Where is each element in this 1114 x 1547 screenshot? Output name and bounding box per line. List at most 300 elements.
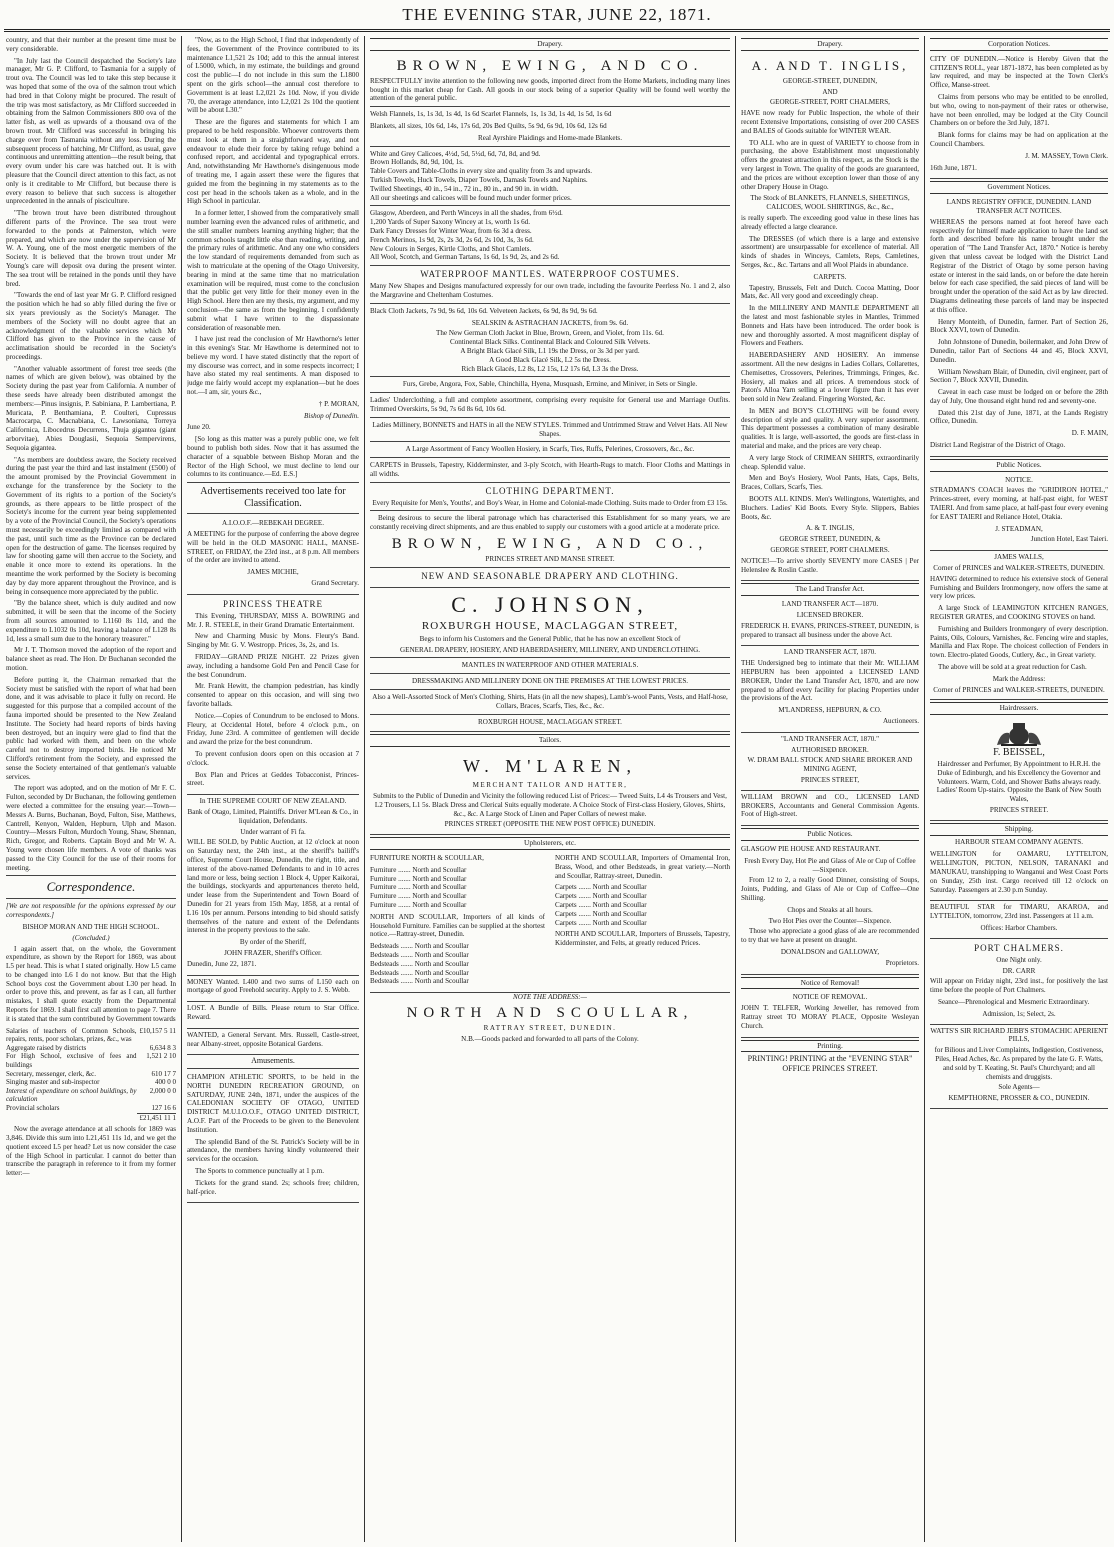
ad-north-scoullar [370,852,730,993]
ad-line: Twilled Sheetings, 40 in., 54 in., 72 in., 80 in., and 90 in. in width. [370,184,559,193]
ad-body: A very large Stock of CRIMEAN SHIRTS, extraordinarily cheap. Splendid value. [741,453,919,471]
ad-body: New and Charming Music by Mons. Fleury's Band. Singing by Mr. G. V. Westropp. Prices, 3s, 2s, and 1s. [187,632,359,650]
ad-subtitle: LICENSED BROKER. [796,611,864,620]
ad-title: NOTICE. [1005,475,1033,484]
ad-body: The DRESSES (of which there is a large and extensive assortment) are unsurpassable for excellence of material. All kinds of shades in Winceys, Camlets, Reps, Camletines, Serges, &c., &c. Tartans and all Wool Plaids in abundance. [741,234,919,269]
ad-line: Rich Black Glacés, L2 8s, L2 15s, L2 17s 6d, L3 3s the Dress. [461,364,639,373]
ad-city-roll [930,53,1108,180]
table-row [6,1087,176,1104]
ad-subheading: SEALSKIN & ASTRACHAN JACKETS, from 9s. 6d. [471,318,629,327]
ad-jebb-pills [930,1025,1108,1109]
section-heading-drapery: Drapery. [741,38,919,51]
ad-body: Furnishing and Builders Ironmongery of every description. Paints, Oils, Colours, Varnishes, &c. Fencing wire and staples, Manilla and Flax Rope. The choicest collection of Fenders in town. Electro-plated Goods, Cutlery, &c., in Great variety. [930,624,1108,660]
letter-paragraph: "Now, as to the High School, I find that independently of fees, the Government of the Province contributed to its maintenance L1,521 2s 10d; add to this the annual interest of L5000, which, in my estimate, the buildings and ground cost the public—I do not include in this sum the L1800 spent on the girls school—the annual cost therefore to Government is at least L2,021 2s 10d. Now, if you divide 70, the average attendance, into L2,021 2s 10d the quotient will be about L30." [187,36,359,115]
article-paragraph: The report was adopted, and on the motion of Mr F. C. Fulton, seconded by Dr Buchanan, the following gentlemen were elected a committee for the ensuing year:—Town—Messrs A. Burns, Buchanan, Boyd, Fulton, Sise, Matthews, Cantrell, Kenyon, Walden, Hepburn, Ulph and Mason. Country—Messrs Fulton, Murdoch Young, Shaw, Shennan, Rich, Gregor, and Roberts. Captain Boyd and Mr W. A. Young were chosen life members. A vote of thanks was passed to the City Council for the use of their rooms for meeting. [6,784,176,872]
section-heading-printing: Printing. [741,1040,919,1053]
ad-port-chalmers [930,939,1108,1025]
ad-body: Fresh Every Day, Hot Pie and Glass of Ale or Cup of Coffee—Sixpence. [744,856,916,874]
ad-body: A large Stock of LEAMINGTON KITCHEN RANGES, REGISTER GRATES, and COOKING STOVES on hand. [930,604,1108,622]
ad-body: Ladies Millinery, BONNETS and HATS in all the NEW STYLES. Trimmed and Untrimmed Straw and Velvet Hats. All New Shapes. [372,420,728,438]
ad-body: CHAMPION ATHLETIC SPORTS, to be held in the NORTH DUNEDIN RECREATION GROUND, on SATURDAY, JUNE 24th, 1871, under the auspices of the CALEDONIAN SOCIETY OF OTAGO, UNITED DISTRICT M.U.I.O.O.F., OTAGO UNITED DISTRICT, A.O.F. Part of the Proceeds to be given to the Benevolent Institution. [187,1073,359,1134]
ad-title: In THE SUPREME COURT OF NEW ZEALAND. [199,797,347,806]
ad-body: FRIDAY—GRAND PRIZE NIGHT. 22 Prizes given away, including a handsome Gold Pen and Pencil Case for the best Conundrum. [187,653,359,679]
ad-signature: A. & T. INGLIS, [805,524,855,533]
ad-wellington [930,848,1108,901]
ad-body: Under warrant of Fi fa. [240,827,306,836]
article-paragraph: Mr J. T. Thomson moved the adoption of the report and balance sheet as read. The Hon. Dr Buchanan seconded the motion. [6,646,176,672]
ad-beautiful-star [930,901,1108,938]
article-paragraph: "As members are doubtless aware, the Society received during the past year the third and last instalment (£500) of the amount promised by the Provincial Government in exchange for the transference by the Society to the Government of its rights to a portion of the Society's grounds, as there appears to be little prospect of the Society's income for the current year being supplemented by a vote of the Provincial Council, the Society's operations must necessarily be exceedingly limited as compared with the past, until such time as the Province can be declared open for the destruction of game. The licenses required by law for shooting game will then accrue to the Society, and enable it once more to extend its operations. In the meantime the work performed by the Society is becoming day by day more apparent throughout the Province, and is being in consequence more appreciated by the public. [6,455,176,596]
ad-mlaren [370,749,730,835]
ad-date: 16th June, 1871. [930,163,977,172]
ad-body: Mr. Frank Hewitt, the champion pedestrian, has kindly consented to appear on this occasion, and will sing two favorite ballads. [187,682,359,708]
list-item: Bedsteads ....... North and Scoullar [370,959,469,968]
ad-body: HABERDASHERY AND HOSIERY. An immense assortment. All the new designs in Ladies Collars, Collarettes, Chemisettes, Crossovers, Pelerines, Trimmings, Fringes, &c. Hosiery, all makes and all prices. A tremendous stock of Paton's Alloa Yarn selling at a lower figure than it has ever been sold in New Zealand. Fingering Worsted, &c. [741,351,919,404]
ad-title: HARBOUR STEAM COMPANY AGENTS. [955,837,1083,846]
ad-line: Turkish Towels, Huck Towels, Diaper Towels, Damask Towels and Naphins. [370,175,588,184]
ad-body: Submits to the Public of Dunedin and Vicinity the following reduced List of Prices:— Tweed Suits, L4 4s Trousers and Vest, L2 Trousers, L1 5s. Black Dress and Clerical Suits equally moderate. A Choice Stock of First-class Hosiery, Gloves, Shirts, &c., &c. A Large Stock of Linen and Paper Collars of newest make. [373,792,727,818]
newspaper-title: THE EVENING STAR, JUNE 22, 1871. [402,5,712,24]
table-cell: Interest of expenditure on school buildings, by calculation [6,1086,137,1104]
section-heading-amusements: Amusements. [187,1055,359,1069]
column-1 [6,36,176,1542]
ad-half-right [555,854,730,989]
expenditure-table [6,1027,176,1123]
list-item: Furniture ....... North and Scoullar [370,874,467,883]
ad-line: Welsh Flannels, 1s, 1s 3d, 1s 4d, 1s 6d Scarlet Flannels, 1s, 1s 3d, 1s 4d, 1s 5d, 1s 6d [370,110,612,119]
ad-address: Corner of PRINCES and WALKER-STREETS, DUNEDIN. [933,685,1105,694]
ad-body: LOST. A Bundle of Bills. Please return to Star Office. Reward. [187,1004,359,1021]
section-heading-tailors: Tailors. [370,734,730,747]
ad-body: Dated this 21st day of June, 1871, at the Lands Registry Office, Dunedin. [930,408,1108,426]
article-paragraph: "By the balance sheet, which is duly audited and now submitted, it will be seen that the income of the Society from all sources amounted to L1160 8s 11d, and the expenditure to L1032 0s 10d, leaving a balance of L128 8s 1d, less a small sum due to the honorary treasurer." [6,599,176,643]
ad-line: The New German Cloth Jacket in Blue, Brown, Green, and Violet, from 11s. 6d. [436,329,664,338]
ad-title: "LAND TRANSFER ACT, 1870." [781,734,879,743]
ad-body: Henry Monteith, of Dunedin, farmer. Part of Section 26, Block XXVI, town of Dunedin. [930,317,1108,335]
ad-line: White and Grey Calicoes, 4½d, 5d, 5½d, 6d, 7d, 8d, and 9d. [370,149,541,158]
ad-tagline: NEW AND SEASONABLE DRAPERY AND CLOTHING. [421,570,679,581]
divider [6,875,176,876]
column-rule [735,36,736,1542]
table-cell [6,1113,137,1122]
ad-body: Blank forms for claims may be had on application at the Council Chambers. [930,131,1108,148]
table-cell: Singing master and sub-inspector [6,1078,100,1087]
ad-line: All Wool, Scotch, and German Tartans, 1s 6d, 1s 9d, 2s, and 2s 6d. [370,253,560,262]
ad-line: A Good Black Glacé Silk, L2 5s the Dress. [489,355,611,364]
section-heading-drapery: Drapery. [370,38,730,51]
letter-paragraph: I have just read the conclusion of Mr Hawthorne's letter in this evening's Star. Mr Hawthorne is determined not to believe my word. I have stated distinctly that the report of my discourse was correct, and in some respects incorrect; I have also stated my real sentiments. A man disposed to judge me fairly would accept my explanation—but he does not.—I am, sir, yours &c., [187,335,359,397]
ad-body: Caveat in each case must be lodged on or before the 28th day of July, One thousand eight hund red and seventy-one. [930,388,1108,405]
ad-title: NORTH AND SCOULLAR, [406,1004,694,1021]
divider [370,392,730,393]
list-item: Bedsteads ....... North and Scoullar [370,942,469,951]
divider [370,265,730,266]
ad-title: JAMES WALLS, [994,553,1044,562]
masthead-rule [4,29,1110,32]
article-paragraph: "In July last the Council despatched the Society's late manager, Mr G. P. Clifford, to Tasmania for a supply of trout ova. The Council was led to take this step because it was hoped that some of the ova of the salmon trout which had bred in that Colony might be procured. The result of the trip was most satisfactory, as Mr Clifford succeeded in obtaining from the Salmon Commissioners 800 ova of the latter fish, as well as upwards of a thousand ova of the brown trout. Mr Clifford was successful in bringing his charge over from Tasmania without any loss. During the subsequent process of hatching, Mr Clifford, as usual, gave continuous and unremitting attention—the result being, that every ovum under his care was hatched out. It is with pleasure that the Council direct attention to this fact, as not only is it creditable to Mr Clifford, but because there is every reason to believe that such success is altogether unprecedented in the annals of pisciculture. [6,56,176,206]
section-heading-shipping: Shipping. [930,823,1108,836]
ad-body: Being desirous to secure the liberal patronage which has characterised this Establishment for so many years, we are constantly receiving direct shipments, and are thus enabled to supply our customers with a good article at a moderate price. [370,514,730,532]
list-item: Carpets ....... North and Scoullar [555,892,647,901]
ad-james-walls [930,551,1108,700]
ad-body: WELLINGTON for OAMARU, LYTTELTON, WELLINGTON, PICTON, NELSON, TARANAKI and MANUKAU, transhipping to Wanganui and West Coast Ports on Sunday, 25th inst. Cargo received till 12 o'clock on Saturday. Passengers at 2.30 p.m Sunday. [930,850,1108,894]
ad-body: NORTH AND SCOULLAR, Importers of Ornamental Iron, Brass, Wood, and other Bedsteads, in great variety.—North and Scoullar, Rattray-street, Dunedin. [555,854,730,880]
ad-title: LAND TRANSFER ACT—1870. [781,600,879,609]
ad-body: Begs to inform his Customers and the General Public, that he has now an excellent Stock of [419,634,681,643]
column-4 [741,36,919,1542]
ad-signature: JOHN FRAZER, Sheriff's Officer. [224,948,322,957]
ad-body: Box Plan and Prices at Geddes Tobacconist, Princes-street. [187,770,359,788]
ad-half-left [370,854,545,989]
ad-line: New Colours in Serges, Kirtle Cloths, and Shot Camlets. [370,244,532,253]
ad-body: Tapestry, Brussels, Felt and Dutch. Cocoa Matting, Door Mats, &c. All very good and exceedingly cheap. [741,283,919,301]
ad-body: FURNITURE NORTH & SCOULLAR, [370,854,484,863]
ad-william-brown [741,791,919,826]
ad-lands-registry [930,196,1108,457]
divider [370,417,730,418]
table-row [6,1113,176,1122]
ad-body: By order of the Sheriff, [239,938,307,947]
ad-address: ROXBURGH HOUSE, MACLAGGAN STREET. [478,717,622,726]
ad-body: RESPECTFULLY invite attention to the following new goods, imported direct from the Home Markets, including many lines bought in this market cheap for Cash. All goods in our stock being of a superior Quality will be found well worthy the attention of the general public. [370,76,730,103]
ad-wanted-servant [187,1029,359,1056]
ad-body: HAVE now ready for Public Inspection, the whole of their recent Extensive Importations, consisting of over 200 CASES and BALES of Goods suitable for WINTER WEAR. [741,109,919,135]
ad-subtitle: AUTHORISED BROKER. [791,745,869,754]
ad-body: The above will be sold at a great reduction for Cash. [938,663,1087,672]
ad-subheading: CLOTHING DEPARTMENT. [485,485,615,496]
ad-address: PRINCES STREET AND MANSE STREET. [485,555,615,564]
ad-signature: M'LANDRESS, HEPBURN, & CO. [778,706,882,715]
letter-signature: † P. MORAN, [318,399,359,408]
ad-body: The Sports to commence punctually at 1 p.m. [195,1167,325,1176]
ad-line: Continental Black Silks. Continental Black and Coloured Silk Velvets. [449,338,651,347]
ad-body: Admission, 1s; Select, 2s. [982,1009,1056,1018]
ad-body: Those who appreciate a good glass of ale are recommended to try that we have at present on draught. [741,927,919,945]
article-paragraph: country, and that their number at the present time must be very considerable. [6,36,176,53]
ad-body: STRADMAN'S COACH leaves the "GRIDIRON HOTEL," Princes-street, every morning, at half-past eight, for WEST TAIERI. And from same place, at half-past four every evening for EAST TAIERI and Reliance Hotel, Otakia. [930,486,1108,521]
ad-body: MONEY Wanted. L400 and two sums of L150 each on mortgage of good Freehold security. Apply to J. S. Webb. [187,977,359,995]
ad-signature-role: Proprietors. [885,958,919,967]
ad-body: This Evening, THURSDAY, MISS A. BOWRING and Mr. J. R. STEELE, in their Grand Dramatic Entertainment. [187,611,359,629]
list-item: Bedsteads ....... North and Scoullar [370,977,469,986]
ad-dram-ball [741,733,919,791]
ad-body: Will appear on Friday night, 23rd inst., for positively the last time before the people of Port Chalmers. [930,977,1108,995]
ad-body: Notice.—Copies of Conundrum to be enclosed to Mons. Fleury, at Occidental Hotel, before 4 o'clock p.m., on Friday, June 23rd. A committee of gentlemen will decide and award the prize for the best conundrum. [187,711,359,747]
ad-hepburn [741,646,919,732]
table-cell: Provincial scholars [6,1104,60,1113]
ad-address: RATTRAY STREET, DUNEDIN. [483,1023,617,1032]
ad-body: GENERAL DRAPERY, HOSIERY, AND HABERDASHERY, MILLINERY, AND UNDERCLOTHING. [400,645,700,654]
ad-line: French Merinos, 1s 9d, 2s, 2s 3d, 2s 6d, 2s 10d, 3s, 3s 6d. [370,235,534,244]
letter-paragraph: Now the average attendance at all schools for 1869 was 3,846. Divide this sum into L21,451 11s 1d, and we get the quotient exceed L5 per head? Let us now consider the case of the High School in particular. I cannot do better than transcribe the paragraph in reference to it from my former letter:— [6,1125,176,1178]
ad-title: BROWN, EWING, AND CO. [396,57,704,74]
ad-line: Blankets, all sizes, 10s 6d, 14s, 17s 6d, 20s Bed Quilts, 5s 9d, 6s 9d, 10s 6d, 12s 6d [370,121,607,130]
ad-body: JOHN T. TELFER, Working Jeweller, has removed from Rattray street TO MORAY PLACE, Opposite Wesleyan Church. [741,1004,919,1030]
ad-body: is really superb. The exceeding good value in these lines has already effected a large clearance. [741,213,919,231]
ad-line: A Bright Black Glacé Silk, L1 19s the Dress, or 3s 3d per yard. [460,346,640,355]
table-row [6,1070,176,1079]
royal-crest-icon [991,721,1047,747]
ad-brown-ewing [370,53,730,588]
letter-date: June 20. [187,423,211,432]
table-cell: 2,000 0 0 [149,1086,176,1095]
divider [187,482,359,483]
ad-body: The splendid Band of the St. Patrick's Society will be in attendance, the members having kindly volunteered their services for the occasion. [187,1137,359,1164]
ad-body: BEAUTIFUL STAR for TIMARU, AKAROA, and LYTTELTON, tomorrow, 23rd inst. Passengers at 11 a.m. [930,903,1108,921]
ad-body: Mark the Address: [992,674,1046,683]
ad-princess-theatre [187,595,359,795]
ad-signature: JAMES MICHIE, [247,568,299,577]
column-rule [364,36,365,1542]
section-heading-corporation: Corporation Notices. [930,38,1108,51]
ad-body: The Stock of BLANKETS, FLANNELS, SHEETINGS, CALICOES, WOOL SHIRTINGS, &c., &c., [750,194,910,212]
ad-body: From 12 to 2, a really Good Dinner, consisting of Soups, Joints, Pudding, and Glass of Ale or Cup of Coffee—One Shilling. [741,876,919,902]
ad-title: BROWN, EWING, AND CO., [391,536,709,553]
ad-body: Ladies' Underclothing, a full and complete assortment, comprising every requisite for General use and Marriage Outfits. Trimmed Overskirts, 5s 9d, 7s 6d 8s 6d, 10s 6d. [370,396,730,413]
table-cell: 127 16 6 [151,1104,176,1113]
table-cell: For High School, exclusive of fees and buildings [6,1052,137,1070]
ad-signature: D. F. MAIN, [1071,429,1108,438]
ad-subheading: WATERPROOF MANTLES. WATERPROOF COSTUMES. [420,269,680,280]
late-ads-heading: Advertisements received too late for Classification. [200,486,346,510]
column-5 [930,36,1108,1542]
ad-body: Offices: Harbor Chambers. [980,923,1058,932]
ad-body: Bank of Otago, Limited, Plaintiffs. Driver M'Lean & Co., in liquidation, Defendants. [187,807,359,825]
ad-signature-role: Junction Hotel, East Taieri. [1030,535,1108,544]
ad-title: PRINCESS THEATRE [222,598,324,609]
column-2 [187,36,359,1542]
ad-body: MANTLES IN WATERPROOF AND OTHER MATERIALS. [461,661,639,670]
section-heading-land-transfer: The Land Transfer Act. [741,583,919,596]
divider [370,673,730,674]
ad-title: A.I.O.O.F.—REBEKAH DEGREE. [221,519,325,528]
article-paragraph: "Another valuable assortment of forest tree seeds (the names of which are given below), was obtained by the Society during the past year from California. A number of these seeds have already been distributed amongst the members:—Pinus insignis, P. Sabiniana, P. Lambertiana, P. Muricata, P. Benthamiana, P. Coulteri, Cupressus Macrocarpa, C. Macnabiana, C. Lawsoniana, Torreya Californica, Libocedrus Decurrens, Thuja gigantea (giant arborvitae), Abies Douglasii, Sequoia Sempervirens, Sequoia gigantea. [6,364,176,452]
divider [370,303,730,304]
ad-beissel [930,717,1108,821]
table-cell: Secretary, messenger, clerk, &c. [6,1069,97,1078]
ad-line: 1,200 Yards of Super Saxony Wincey at 1s, worth 1s 6d. [370,218,530,227]
letter-signature-title: Bishop of Dunedin. [304,411,359,420]
ad-body: Hairdresser and Perfumer, By Appointment to H.R.H. the Duke of Edinburgh, and his Excellency the Governor and Volunteers. Warm, Cold, and Shower Baths always ready. Ladies' Room Up-stairs. Opposite the Bank of New South Wales, [936,760,1102,804]
ad-date: Dunedin, June 22, 1871. [187,959,257,968]
table-row [6,1052,176,1069]
table-cell: £21,451 11 1 [137,1113,177,1122]
table-cell: £10,157 5 11 [139,1026,176,1035]
divider [370,482,730,483]
ad-line: Real Ayrshire Plaidings and Home-made Blankets. [478,133,622,142]
list-item: Furniture ....... North and Scoullar [370,901,467,910]
ad-glasgow-pie [741,843,919,975]
list-item: Carpets ....... North and Scoullar [555,901,647,910]
ad-body: One Night only. [996,955,1042,964]
list-item: Carpets ....... North and Scoullar [555,918,647,927]
divider [370,657,730,658]
ad-title: C. JOHNSON, [451,591,649,617]
list-item: Carpets ....... North and Scoullar [555,909,647,918]
ad-body: Every Requisite for Men's, Youths', and Boy's Wear, in Home and Colonial-made Clothing. Suits made to Order from £3 15s. [372,498,728,507]
ad-title: F. BEISSEL, [993,747,1045,759]
table-cell: 610 17 7 [151,1069,176,1078]
ad-body: WHEREAS the persons named at foot hereof have each respectively for himself made application to have the land set forth and described before his name brought under the operation of "The Land Transfer Act, 1870." Notice is hereby given that unless caveat be lodged with the District Land Registrar of the District of Otago by some person having estate or interest in the said lands, on or before the date herein below for each case specified, the said pieces of land will be brought under the operation of the said Act as by law directed. Diagrams delineating these parcels of land may be inspected at this office. [930,217,1108,314]
letter-title: BISHOP MORAN AND THE HIGH SCHOOL. [22,922,160,931]
divider [370,205,730,206]
ad-signature: GEORGE STREET, DUNEDIN, & [779,535,881,544]
list-item: Bedsteads ....... North and Scoullar [370,968,469,977]
ad-evans [741,598,919,646]
ad-body: Seance—Phrenological and Mesmeric Extraordinary. [938,997,1090,1006]
table-row [6,1078,176,1087]
ad-body: TO ALL who are in quest of VARIETY to choose from in purchasing, the above Establishment most unquestionably offers the greatest attraction in this respect, as the Stock is the very largest in Town. The quality of the goods are guaranteed, and the prices are without exception lower than those of any other Drapery House in Otago. [741,138,919,191]
ad-title: W. M'LAREN, [462,756,638,777]
masthead [0,0,1114,34]
ad-body: Chops and Steaks at all hours. [787,905,873,914]
ad-address: GEORGE-STREET, DUNEDIN, [782,76,878,85]
ad-body: Furs, Grebe, Angora, Fox, Sable, Chinchilla, Hyena, Musquash, Ermine, and Miniver, in Sets or Single. [402,380,698,389]
ad-title: WATTS'S SIR RICHARD JEBB'S STOMACHIC APERIENT PILLS, [930,1026,1108,1044]
section-heading-correspondence: Correspondence. [46,879,136,895]
ad-supreme-court [187,795,359,975]
ad-line: Dark Fancy Dresses for Winter Wear, from 6s 3d a dress. [370,226,532,235]
ad-oddfellows [187,517,359,595]
ad-printing: PRINTING! PRINTING at the "EVENING STAR" OFFICE PRINCES STREET. [747,1054,913,1074]
ad-signature: GEORGE STREET, PORT CHALMERS. [770,546,890,555]
ad-body: WILL BE SOLD, by Public Auction, at 12 o'clock at noon on Saturday next, the 24th inst., at the sheriff's bailiff's office, Supreme Court House, Dunedin, the right, title, and interest of the above-named Defendants to and in 10 acres land more or less, being section 1 Block 4, Upper Kaikorai, the buildings, stockyards and appurtenances thereto held, under lease from the Superintendent and Town Board of Dunedin for 21 years from 15th May, 1858, at a rental of L16 10s per annum. Persons intending to bid should satisfy themselves of the nature and extent of the Defendants interest in the property previous to the sale. [187,838,359,935]
column-rule [924,36,925,1542]
divider [370,376,730,377]
ad-title: LANDS REGISTRY OFFICE, DUNEDIN. LAND TRANSFER ACT NOTICES. [946,198,1092,215]
ad-title: GLASGOW PIE HOUSE AND RESTAURANT. [741,844,881,853]
section-heading-public-notices: Public Notices. [741,828,919,841]
ad-signature-role: Grand Secretary. [311,579,359,588]
ad-title: LAND TRANSFER ACT, 1870. [783,648,877,657]
section-heading-removal: Notice of Removal! [741,977,919,990]
ad-lost [187,1002,359,1029]
ad-body: John Johnstone of Dunedin, boilermaker, and John Drew of Dunedin, tailor Part of Sections 44 and 45, Block XXVI, Dunedin. [930,338,1108,364]
ad-athletic-sports [187,1071,359,1203]
ad-notice: NOTICE!—To arrive shortly SEVENTY more CASES | Per Helenslee & Roslin Castle. [741,556,919,574]
ad-money-wanted [187,976,359,1003]
ad-signature: J. STEADMAN, [995,524,1043,533]
ad-body: NORTH AND SCOULLAR, Importers of Brussels, Tapestry, Kidderminster, and Felts, at greatly reduced Prices. [555,930,730,948]
ad-body: In the MILLINERY AND MANTLE DEPARTMENT all the latest and most fashionable styles in Mantles, Trimmed Bonnets and Hats have been introduced. The order book is new and thoroughly assorted. A most magnificent display of Flowers and Feathers. [741,304,919,348]
ad-signature: KEMPTHORNE, PROSSER & CO., DUNEDIN. [948,1094,1090,1103]
ad-body: To prevent confusion doors open on this occasion at 7 o'clock. [187,749,359,767]
ad-body: BOOTS ALL KINDS. Men's Wellingtons, Watertights, and Bluchers. Ladies' Kid Boots. Every Style. Slippers, Babies Boots, &c. [741,495,919,521]
ad-body: Claims from persons who may be entitled to be enrolled, but who, owing to non-payment of their rates or otherwise, have not been enrolled, may be lodged at the City Council Chambers on or before the 3rd July, 1871. [930,92,1108,128]
ad-note: N.B.—Goods packed and forwarded to all parts of the Colony. [461,1034,639,1043]
divider [187,513,359,514]
divider [370,146,730,147]
table-row [6,1044,176,1053]
ad-body: Many New Shapes and Designs manufactured expressly for our own trade, including the favourite Peerless No. 1 and 2, also the Margravine and Cheltenham Costumes. [370,282,730,299]
ad-body: Also a Well-Assorted Stock of Men's Clothing, Shirts, Hats (in all the new shapes), Lamb's-wool Pants, Vests, and Half-hose, Collars, Braces, Scarfs, Ties, &c., &c. [372,693,728,710]
ad-address: AND [822,87,838,96]
section-heading-hairdressers: Hairdressers. [930,702,1108,715]
ad-title: PORT CHALMERS. [974,942,1064,953]
ad-body: In MEN and BOY'S CLOTHING will be found every description of style and quality. A very superior assortment. This department possesses a combination of many desirable qualities. It is large, well-assorted, the goods are first-class in material and make, and the prices are very cheap. [741,406,919,451]
ad-body: CARPETS in Brussels, Tapestry, Kidderminster, and 3-ply Scotch, with Hearth-Rugs to match. Floor Cloths and Mattings in all widths. [370,461,730,478]
ad-body: Two Hot Pies over the Counter—Sixpence. [768,916,892,925]
ad-title: NOTICE OF REMOVAL. [792,993,868,1002]
divider [370,689,730,690]
section-heading-public-notices: Public Notices. [930,459,1108,472]
table-row [6,1104,176,1113]
ad-subtitle: MERCHANT TAILOR AND HATTER, [472,781,628,790]
list-item: Carpets ....... North and Scoullar [555,883,647,892]
divider [6,898,176,899]
ad-signature: DONALDSON and GALLOWAY, [780,947,880,956]
letter-subtitle: (Concluded.) [72,933,110,942]
ad-body: WILLIAM BROWN and CO., LICENSED LAND BROKERS, Accountants and General Commission Agents. Foot of High-street. [741,792,919,819]
section-heading-upholsterers: Upholsterers, etc. [370,837,730,850]
ad-body: DRESSMAKING AND MILLINERY DONE ON THE PREMISES AT THE LOWEST PRICES. [411,677,689,686]
disclaimer: [We are not responsible for the opinions expressed by our correspondents.] [6,902,176,920]
divider [370,714,730,715]
ad-line: Table Covers and Table-Cloths in every size and quality from 3s and upwards. [370,167,593,176]
ad-subtitle: ROXBURGH HOUSE, MACLAGGAN STREET, [421,619,679,632]
ad-subtitle: DR. CARR [1002,966,1036,975]
divider [370,106,730,107]
ad-body: A MEETING for the purpose of conferring the above degree will be held in the OLD MASONIC HALL, MANSE-STREET, on FRIDAY, the 23rd inst., at 8 p.m. All members of the order are invited to attend. [187,530,359,565]
ad-body: NORTH AND SCOULLAR, Importers of all kinds of Household Furniture. Families can be supplied at the shortest notice.—Rattray-street, Dunedin. [370,912,545,939]
letter-paragraph: In a former letter, I showed from the comparatively small number learning even the advanced rules of arithmetic, and the still smaller numbers learning anything higher; that the common schools taught little else than reading, writing, and the primary rules of arithmetic. And any one who considers the low standard of requirements demanded from such as wish to matriculate at the opening of the Otago University, bearing in mind at the same time that no matriculation examination will be required, must come to the conclusion that the public get very little for their money even in the High School. Here then are my thesis, my argument, and my conclusion—the same as from the beginning. I confidently submit what I have written to the dispassionate consideration of reasonable men. [187,209,359,332]
ad-body: CITY OF DUNEDIN.—Notice is Hereby Given that the CITIZEN'S ROLL, year 1871-1872, has been completed as by law required, and may be inspected at the Town Clerk's Office, Manse-street. [930,54,1108,90]
ad-title: A. AND T. INGLIS, [751,57,909,73]
column-rule [181,36,182,1542]
column-3 [370,36,730,1542]
ad-address: GEORGE-STREET, PORT CHALMERS, [770,98,890,107]
divider [370,510,730,511]
table-cell: 6,634 8 3 [149,1043,176,1052]
ad-c-johnson [370,588,730,733]
ad-inglis [741,53,919,582]
letter-paragraph: These are the figures and statements for which I am prepared to be held responsible. Whoever controverts them must look at them in a straightforward way, and not endeavour to elude their force by taking refuge behind a confused report, and accidental and typographical errors. And, notwithstanding Mr Hawthorne's disingenuous mode of treating me, I again assert these were the figures that guided me from the beginning in my statements as to the cost per head in the schools taken as a whole, and in the High School in particular. [187,118,359,206]
list-item: Furniture ....... North and Scoullar [370,883,467,892]
ad-line: Brown Hollands, 8d, 9d, 10d, 1s. [370,158,464,167]
ad-body: W. DRAM BALL STOCK AND SHARE BROKER AND MINING AGENT, [747,756,913,774]
divider [370,441,730,442]
ad-address: PRINCES STREET (OPPOSITE THE NEW POST OFFICE) DUNEDIN. [444,820,656,829]
table-row [6,1027,176,1044]
list-item: Furniture ....... North and Scoullar [370,865,467,874]
letter-paragraph: I again assert that, on the whole, the Government expenditure, as shown by the Report for 1869, was about L5 per head. This is what I stated originally. How L5 came to be changed into L6 I do not know. But that the High School boys cost the Government about L30 per head. In order to prove this, and prevent, as far as I can, all further mistakes, I shall quote exactly from the Departmental Reports for 1869. I shall first call attention to page 7. There it is stated that the sum contributed by Government towards [6,944,176,1023]
ad-body: WANTED, a General Servant. Mrs. Russell, Castle-street, near Albany-street, opposite Botanical Gardens. [187,1030,359,1048]
ad-note: NOTE THE ADDRESS:— [513,993,587,1002]
list-item: Bedsteads ....... North and Scoullar [370,951,469,959]
ad-signature: J. M. MASSEY, Town Clerk. [1025,151,1108,160]
table-cell: Salaries of teachers of Common Schools, repairs, rents, poor scholars, prizes, &c., was [6,1026,137,1044]
editor-note: [So long as this matter was a purely public one, we felt bound to publish both sides. Now that it has assumed the character of a squabble between Bishop Moran and the Rector of the High School, we must decline to lend our columns to its continuance.—Ed. E.S.] [187,435,359,479]
ad-steadman-coach [930,474,1108,552]
ad-body: Tickets for the grand stand. 2s; schools free; children, half-price. [187,1178,359,1196]
table-cell: 400 0 0 [155,1078,176,1087]
ad-address: Corner of PRINCES and WALKER-STREETS, DUNEDIN. [933,564,1105,573]
ad-body: FREDERICK H. EVANS, PRINCES-STREET, DUNEDIN, is prepared to transact all business under the above Act. [741,621,919,639]
ad-subheading: CARPETS. [813,272,847,281]
ad-line: All our sheetings and calicoes will be found much under former prices. [370,193,572,202]
ad-body: HAVING determined to reduce his extensive stock of General Furnishing and Builders Ironmongery, now offers the same at very low prices. [930,574,1108,601]
article-paragraph: Before putting it, the Chairman remarked that the Society must be satisfied with the report of what had been done, and it was advisable to place it fully on record. He suggested for this purpose that a compiled account of the fauna imported should be presented to the New Zealand Institute. The Society had heard reports of birds having been destroyed, but an inquiry were glad to find that the public had worked with them, and been on the whole careful not to destroy imported birds. He noticed Mr Clifford's retirement from the Society, and expressed the sense the Society entertained of that gentleman's valuable services. [6,675,176,781]
section-heading-government: Government Notices. [930,181,1108,194]
ad-signature-role: Auctioneers. [882,717,919,725]
table-cell: 1,521 2 10 [146,1052,176,1061]
ad-address: PRINCES STREET. [989,805,1049,814]
article-paragraph: "The brown trout have been distributed throughout different parts of the Province. The sea trout were forwarded to the ponds at Palmerston, which were prepared, and which are now under the supervision of Mr W. A. Young, one of the most energetic members of the Society. It is believed that the brown trout under Mr Young's care will deposit ova during the present winter. The sea trout will be retained in the ponds until they have bred. [6,209,176,288]
ad-body: THE Undersigned beg to intimate that their Mr. WILLIAM HEPBURN has been appointed a LICENSED LAND BROKER, Under the Land Transfer Act, 1870, and are now prepared to afford every facility for placing Properties under the provisions of the Act. [741,659,919,703]
table-cell: Aggregate raised by districts [6,1043,87,1052]
ad-body: A Large Assortment of Fancy Woollen Hosiery, in Scarfs, Ties, Ruffs, Pelerines, Crossovers, &c., &c. [405,445,695,454]
ad-telfer [741,991,919,1037]
